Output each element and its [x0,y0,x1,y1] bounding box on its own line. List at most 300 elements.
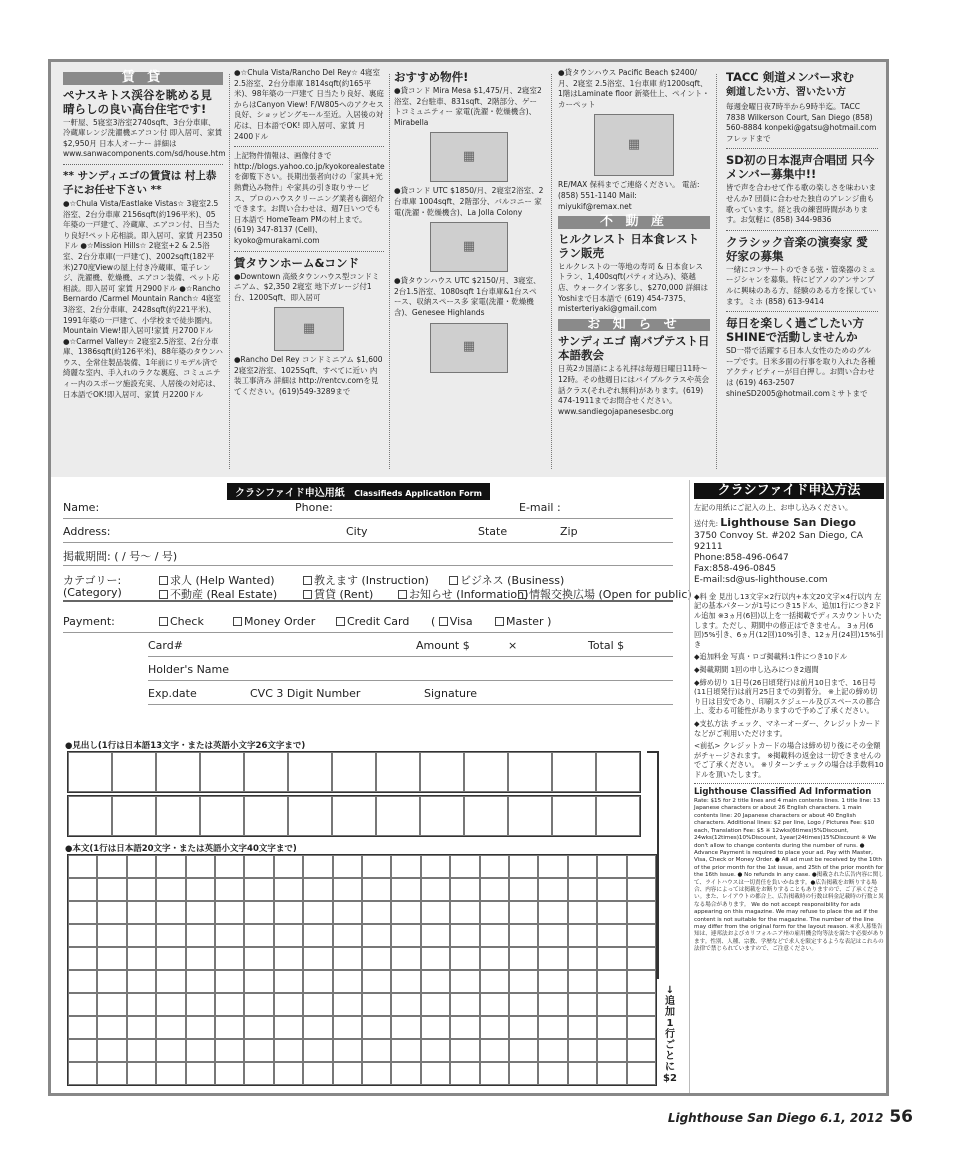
divider [726,311,878,312]
grid-cell[interactable] [450,924,479,947]
grid-cell[interactable] [362,1039,391,1062]
grid-cell[interactable] [362,970,391,993]
ad-body: ●Downtown 高級タウンハウス型コンドミニアム、$2,350 2寝室 地下ガレージ付1台、1200Sqft、即入居可 [234,271,380,302]
grid-cell[interactable] [156,1062,185,1085]
grid-cell[interactable] [509,924,538,947]
col-rent-2 [234,68,384,398]
grid-cell[interactable] [156,947,185,970]
grid-cell[interactable] [127,947,156,970]
ad-title: SD初の日本混声合唱団 只今メンバー募集中!! [726,153,875,182]
grid-cell[interactable] [127,970,156,993]
grid-cell[interactable] [376,752,420,792]
grid-cell[interactable] [200,796,244,836]
grid-cell[interactable] [552,796,596,836]
pay-check-checkbox[interactable]: Check [159,615,204,628]
grid-cell[interactable] [391,924,420,947]
grid-cell[interactable] [552,752,596,792]
name-label: Name: [63,501,100,514]
grid-cell[interactable] [244,947,273,970]
grid-cell[interactable] [156,1016,185,1039]
grid-cell[interactable] [215,947,244,970]
grid-cell[interactable] [421,993,450,1016]
grid-cell[interactable] [215,993,244,1016]
grid-cell[interactable] [68,1062,97,1085]
grid-cell[interactable] [391,947,420,970]
grid-cell[interactable] [303,855,332,878]
grid-cell[interactable] [303,1016,332,1039]
row-name [63,496,673,519]
grid-cell[interactable] [480,924,509,947]
grid-cell[interactable] [480,855,509,878]
grid-cell[interactable] [215,901,244,924]
grid-cell[interactable] [480,1016,509,1039]
pay-money-order-checkbox[interactable]: Money Order [233,615,315,628]
grid-cell[interactable] [627,1016,656,1039]
row-holder [148,658,673,681]
grid-cell[interactable] [376,796,420,836]
grid-cell[interactable] [274,970,303,993]
grid-cell[interactable] [627,993,656,1016]
grid-cell[interactable] [97,947,126,970]
grid-cell[interactable] [68,796,112,836]
grid-cell[interactable] [333,970,362,993]
grid-cell[interactable] [303,924,332,947]
grid-cell[interactable] [332,796,376,836]
grid-cell[interactable] [568,970,597,993]
grid-cell[interactable] [480,970,509,993]
grid-cell[interactable] [244,924,273,947]
grid-cell[interactable] [597,878,626,901]
grid-cell[interactable] [274,878,303,901]
page-frame [48,59,889,1096]
condo-photo: ▦ [430,132,508,182]
grid-cell[interactable] [597,924,626,947]
grid-cell[interactable] [538,1039,567,1062]
grid-cell[interactable] [156,970,185,993]
ad-body: 毎週金曜日夜7時半から9時半迄。TACC 7838 Wilkerson Court, San Diego (858) 560-8884 konpeki@gatsu@hotmail.com フレッドまで [726,102,877,143]
grid-cell[interactable] [156,752,200,792]
grid-cell[interactable] [464,796,508,836]
grid-cell[interactable] [538,970,567,993]
pay-credit-card-checkbox[interactable]: Credit Card [336,615,409,628]
grid-cell[interactable] [68,993,97,1016]
grid-cell[interactable] [186,878,215,901]
grid-cell[interactable] [480,1039,509,1062]
grid-cell[interactable] [568,855,597,878]
grid-cell[interactable] [450,901,479,924]
grid-cell[interactable] [362,1062,391,1085]
grid-cell[interactable] [421,855,450,878]
grid-cell[interactable] [333,924,362,947]
extra-fee-info: ◆追加料金 写真・ロゴ掲載料:1件につき10ドル [694,652,848,662]
grid-cell[interactable] [274,1062,303,1085]
divider [726,230,878,231]
grid-cell[interactable] [568,993,597,1016]
section-title: おすすめ物件! [394,70,469,84]
grid-cell[interactable] [186,1062,215,1085]
grid-cell[interactable] [509,1016,538,1039]
ad-body: ヒルクレストの一等地の寿司 & 日本食レストラン、1,400sqft(パティオ込み)、築越店、ウォークイン客多し、$270,000 詳細はYoshiまで日本語で (619) 454-7375、misterteriyaki@gmail.com [558,261,708,314]
grid-cell[interactable] [288,752,332,792]
company-address: 3750 Convoy St. #202 San Diego, CA 92111 [694,530,863,552]
grid-cell[interactable] [186,947,215,970]
cat-estate-checkbox[interactable]: 不動産 (Real Estate) [159,586,277,602]
grid-cell[interactable] [215,878,244,901]
grid-cell[interactable] [480,878,509,901]
grid-cell[interactable] [538,855,567,878]
grid-cell[interactable] [362,901,391,924]
grid-cell[interactable] [464,752,508,792]
grid-cell[interactable] [68,970,97,993]
grid-cell[interactable] [421,947,450,970]
company-name: Lighthouse San Diego [720,516,856,530]
grid-cell[interactable] [509,970,538,993]
grid-cell[interactable] [274,993,303,1016]
pay-master-checkbox[interactable]: Master ) [495,615,551,628]
headline-grid-row-2[interactable] [67,795,641,837]
ad-title: ペナスキトス渓谷を眺める見晴らしの良い高台住宅です! [63,87,212,116]
grid-cell[interactable] [362,855,391,878]
company-phone: Phone:858-496-0647 [694,552,789,563]
grid-cell[interactable] [597,901,626,924]
grid-cell[interactable] [200,752,244,792]
grid-cell[interactable] [127,878,156,901]
grid-cell[interactable] [97,1062,126,1085]
grid-cell[interactable] [68,947,97,970]
grid-cell[interactable] [186,855,215,878]
grid-cell[interactable] [274,855,303,878]
times-label: × [508,639,518,652]
send-to-label: 送付先: [694,519,718,529]
row-card [148,634,673,657]
grid-cell[interactable] [450,1016,479,1039]
page-footer [668,1107,913,1127]
grid-cell[interactable] [509,1039,538,1062]
grid-cell[interactable] [303,901,332,924]
grid-cell[interactable] [391,1039,420,1062]
body-label: ●本文(1行は日本語20文字・または英語小文字40文字まで) [65,844,297,854]
ad-body: 一緒にコンサートのできる弦・管楽器のミュージシャンを募集。特にピアノのアンサンブルに興味のある方、経験のある方を探しています。ミホ (858) 613-9414 [726,264,876,306]
grid-cell[interactable] [421,1016,450,1039]
grid-cell[interactable] [274,1039,303,1062]
grid-cell[interactable] [303,993,332,1016]
grid-cell[interactable] [156,901,185,924]
amount-label: Amount $ [416,639,470,652]
cat-info-checkbox[interactable]: お知らせ (Information) [398,586,528,602]
grid-cell[interactable] [538,1062,567,1085]
zip-label: Zip [560,525,578,538]
grid-cell[interactable] [509,1062,538,1085]
grid-cell[interactable] [538,901,567,924]
grid-cell[interactable] [421,1039,450,1062]
grid-cell[interactable] [127,901,156,924]
card-label: Card# [148,639,183,652]
grid-cell[interactable] [127,1039,156,1062]
ad-body: ●貸コンド UTC $1850/月、2寝室2浴室、2台車庫 1004sqft、2階部分、バルコニー 家電(洗濯・乾燥機含)、La Jolla Colony [394,186,544,217]
grid-cell[interactable] [156,924,185,947]
grid-cell[interactable] [538,993,567,1016]
grid-cell[interactable] [97,1016,126,1039]
cat-exchange-checkbox[interactable]: 情報交換広場 (Open for public) [518,586,692,602]
grid-cell[interactable] [391,855,420,878]
grid-cell[interactable] [186,993,215,1016]
grid-cell[interactable] [596,796,640,836]
grid-cell[interactable] [509,878,538,901]
grid-cell[interactable] [597,1039,626,1062]
grid-cell[interactable] [333,947,362,970]
grid-cell[interactable] [627,1039,656,1062]
grid-cell[interactable] [450,855,479,878]
grid-cell[interactable] [333,1039,362,1062]
grid-cell[interactable] [68,878,97,901]
grid-cell[interactable] [274,901,303,924]
grid-cell[interactable] [244,901,273,924]
grid-cell[interactable] [97,993,126,1016]
grid-cell[interactable] [127,924,156,947]
grid-cell[interactable] [333,855,362,878]
payment-label: Payment: [63,615,115,628]
grid-cell[interactable] [362,878,391,901]
deadline-info: ◆締め切り 1日号(26日頃発行)は前月10日まで、16日号(11日頃発行)は前月25日までの到着分。 ※上記の締め切り日は目安であり、印刷スケジュール及びスペースの都合上、変わる可能性がありますので予めご了承ください。 [694,677,881,716]
grid-cell[interactable] [97,970,126,993]
ad-body: ●Rancho Del Rey コンドミニアム $1,600 2寝室2浴室、1025Sqft、すべてに近い 内装工事済み 詳細は http://rentcv.comを見てください。(619)549-3289まで [234,355,383,397]
grid-cell[interactable] [333,878,362,901]
grid-cell[interactable] [538,878,567,901]
total-label: Total $ [588,639,625,652]
grid-cell[interactable] [421,901,450,924]
grid-cell[interactable] [186,901,215,924]
column-divider [716,74,717,469]
cat-teach-checkbox[interactable]: 教えます (Instruction) [303,572,429,588]
grid-cell[interactable] [391,970,420,993]
grid-cell[interactable] [333,901,362,924]
grid-cell[interactable] [596,752,640,792]
grid-cell[interactable] [597,1016,626,1039]
grid-cell[interactable] [97,901,126,924]
city-label: City [346,525,368,538]
grid-cell[interactable] [450,993,479,1016]
ad-title: サンディエゴ 南バプテスト日本語教会 [558,334,710,363]
grid-cell[interactable] [303,970,332,993]
grid-cell[interactable] [186,924,215,947]
fee-info: ◆料 金 見出し13文字×2行以内+本文20文字×4行以内 左記の基本パターンが1号につき15ドル、追加1行につき2ドル追加 ※3ヵ月(6回)以上を一括掲載でディスカウントいたします。ただし、期間中の修正はできません。 3ヵ月(6回)5%引き、6ヵ月(12回)10%引き、12ヵ月(24回)15%引き [694,591,884,649]
ad-title: ** サンディエゴの賃貸は 村上恭子にお任せ下さい ** [63,169,217,196]
grid-cell[interactable] [127,993,156,1016]
grid-cell[interactable] [420,752,464,792]
grid-cell[interactable] [303,1039,332,1062]
grid-cell[interactable] [68,924,97,947]
grid-cell[interactable] [97,878,126,901]
grid-cell[interactable] [391,1016,420,1039]
grid-cell[interactable] [215,1039,244,1062]
how-title: クラシファイド申込方法 [694,483,884,499]
ad-body: ●貸コンド Mira Mesa $1,475/月、2寝室2浴室、2台駐車、831sqft、2階部分、ゲートコミュニティー 家電(洗濯・乾燥機含)、Mirabella [394,86,542,127]
grid-cell[interactable] [597,855,626,878]
grid-cell[interactable] [538,924,567,947]
body-grid[interactable] [67,854,657,1086]
grid-cell[interactable] [538,1016,567,1039]
grid-cell[interactable] [244,878,273,901]
grid-cell[interactable] [450,970,479,993]
row-payment [63,610,673,633]
row-category [63,568,692,602]
grid-cell[interactable] [244,993,273,1016]
cvc-label: CVC 3 Digit Number [250,687,361,700]
grid-cell[interactable] [568,947,597,970]
grid-cell[interactable] [303,1062,332,1085]
cat-rent-checkbox[interactable]: 賃貸 (Rent) [303,586,373,602]
grid-cell[interactable] [509,947,538,970]
grid-cell[interactable] [568,924,597,947]
ad-subtitle: 剣道したい方、習いたい方 [726,87,846,98]
ad-body: ●☆Chula Vista/Eastlake Vistas☆ 3寝室2.5浴室、2台分車庫 2156sqft(約196平米)、05年築の一戸建て、冷蔵庫、エアコン付、日当たり良好!ペット応相談。即入居可、家賃 月2350ドル ●☆Mission Hills☆ 2寝室+2 & 2.5浴室、2台分車庫(一戸建て)、2002sqft(182平米)270度Viewの屋上付き冷蔵庫、電子レンジ、洗濯機、乾燥機、エアコン装備、ペット応相談。即入居可 家賃 月2900ドル ●☆Rancho Bernardo /Carmel Mountain Ranch☆ 4寝室3浴室、2台分車庫、2428sqft(約221平米)、1991年築の一戸建て、小学校まで徒歩圏内。Mountain View!即入居可!家賃 月2700ドル ●☆Carmel Valley☆ 2寝室2.5浴室、2台分車庫、1386sqft(約126平米)、88年築のタウンハウス、全常住製品装備、1年前にリモデル済で綺麗な室内、手入れのラクな裏庭、コミュニティー内のスポーツ施設充実、人居後の対応は、日本語でOK!即入居可、家賃 月2200ドル [63,198,223,399]
grid-cell[interactable] [215,924,244,947]
divider [726,148,878,149]
grid-cell[interactable] [156,878,185,901]
how-to-apply [689,480,884,1093]
grid-cell[interactable] [480,947,509,970]
grid-cell[interactable] [186,1039,215,1062]
column-divider [389,74,390,469]
cat-business-checkbox[interactable]: ビジネス (Business) [449,572,564,588]
payment-info: ◆支払方法 チェック、マネーオーダー、クレジットカードなどがご利用いただけます。 [694,718,881,738]
grid-cell[interactable] [421,878,450,901]
grid-cell[interactable] [333,993,362,1016]
headline-grid-row-1[interactable] [67,751,641,793]
grid-cell[interactable] [215,970,244,993]
grid-cell[interactable] [509,993,538,1016]
ad-title: 毎日を楽しく過ごしたい方 SHINEで活動しませんか [726,316,864,345]
grid-cell[interactable] [112,752,156,792]
grid-cell[interactable] [362,1016,391,1039]
cat-wanted-checkbox[interactable]: 求人 (Help Wanted) [159,572,275,588]
grid-cell[interactable] [97,924,126,947]
grid-cell[interactable] [362,993,391,1016]
grid-cell[interactable] [332,752,376,792]
column-divider [229,74,230,469]
col-rent [63,68,226,400]
grid-cell[interactable] [288,796,332,836]
grid-cell[interactable] [568,1062,597,1085]
divider [234,251,384,252]
grid-cell[interactable] [127,1016,156,1039]
ad-body: 日英2カ国語による礼拝は毎週日曜日11時〜12時。その他週日にはバイブルクラスや英会話クラス(それぞれ無料)があります。(619) 474-1911までお問合せください。 www.sandiegojapanesesbc.org [558,364,710,416]
grid-cell[interactable] [127,1062,156,1085]
grid-cell[interactable] [112,796,156,836]
grid-cell[interactable] [186,970,215,993]
grid-cell[interactable] [244,970,273,993]
grid-cell[interactable] [215,1062,244,1085]
grid-cell[interactable] [156,796,200,836]
grid-cell[interactable] [421,1062,450,1085]
grid-cell[interactable] [450,1039,479,1062]
ad-title: TACC 剣道メンバー求む [726,70,854,84]
grid-cell[interactable] [156,855,185,878]
grid-cell[interactable] [597,1062,626,1085]
grid-cell[interactable] [421,924,450,947]
grid-cell[interactable] [215,1016,244,1039]
grid-cell[interactable] [538,947,567,970]
grid-cell[interactable] [127,855,156,878]
grid-cell[interactable] [156,993,185,1016]
ad-body: 皆で声を合わせて作る歌の楽しさを味わいませんか? 団員に合わせた独自のアレンジ曲も歌っています。経と我の練習時間があります。お気軽に (858) 344-9836 [726,183,876,225]
grid-cell[interactable] [391,1062,420,1085]
grid-cell[interactable] [508,796,552,836]
form-title-en: Classifieds Application Form [354,489,482,498]
grid-cell[interactable] [186,1016,215,1039]
state-label: State [478,525,508,538]
house-photo: ▦ [594,114,674,176]
grid-cell[interactable] [303,878,332,901]
extra-line-note: ↓追加1行ごとに$2 [663,985,677,1084]
grid-cell[interactable] [68,1039,97,1062]
grid-cell[interactable] [391,901,420,924]
grid-cell[interactable] [303,947,332,970]
grid-cell[interactable] [362,947,391,970]
grid-cell[interactable] [244,1039,273,1062]
company-fax: Fax:858-496-0845 [694,563,776,574]
grid-cell[interactable] [244,855,273,878]
grid-cell[interactable] [274,1016,303,1039]
grid-cell[interactable] [333,1062,362,1085]
grid-cell[interactable] [627,1062,656,1085]
grid-cell[interactable] [68,901,97,924]
grid-cell[interactable] [597,970,626,993]
grid-cell[interactable] [421,970,450,993]
grid-cell[interactable] [480,1062,509,1085]
grid-cell[interactable] [244,1016,273,1039]
grid-cell[interactable] [450,1062,479,1085]
grid-cell[interactable] [97,1039,126,1062]
grid-cell[interactable] [391,878,420,901]
grid-cell[interactable] [244,1062,273,1085]
grid-cell[interactable] [97,855,126,878]
company-email: E-mail:sd@us-lighthouse.com [694,574,828,585]
grid-cell[interactable] [244,752,288,792]
grid-cell[interactable] [480,901,509,924]
grid-cell[interactable] [420,796,464,836]
grid-cell[interactable] [274,924,303,947]
grid-cell[interactable] [215,855,244,878]
pay-visa-checkbox[interactable]: ( Visa [431,615,473,628]
grid-cell[interactable] [568,1039,597,1062]
grid-cell[interactable] [597,993,626,1016]
grid-cell[interactable] [509,901,538,924]
grid-cell[interactable] [480,993,509,1016]
grid-cell[interactable] [568,901,597,924]
grid-cell[interactable] [568,878,597,901]
grid-cell[interactable] [568,1016,597,1039]
grid-cell[interactable] [362,924,391,947]
grid-cell[interactable] [509,855,538,878]
townhouse-photo: ▦ [430,323,508,373]
how-intro: 左記の用紙にご記入の上、お申し込みください。 [694,502,853,512]
grid-cell[interactable] [508,752,552,792]
grid-cell[interactable] [68,1016,97,1039]
grid-cell[interactable] [274,947,303,970]
grid-cell[interactable] [391,993,420,1016]
grid-cell[interactable] [450,947,479,970]
grid-cell[interactable] [244,796,288,836]
page-number: 56 [889,1107,913,1127]
grid-cell[interactable] [68,752,112,792]
col-realestate [558,68,710,417]
grid-cell[interactable] [597,947,626,970]
grid-cell[interactable] [333,1016,362,1039]
grid-cell[interactable] [68,855,97,878]
grid-cell[interactable] [450,878,479,901]
grid-cell[interactable] [156,1039,185,1062]
